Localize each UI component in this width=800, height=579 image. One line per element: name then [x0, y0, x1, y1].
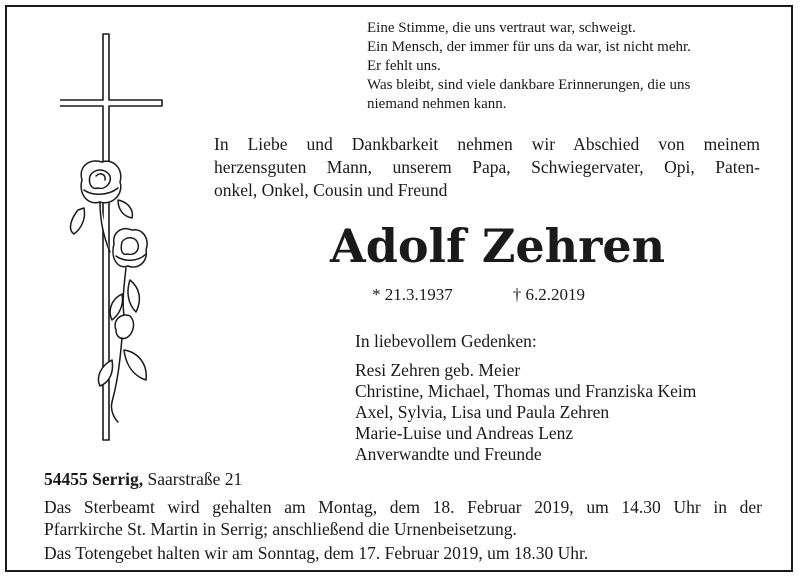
- address-place: 54455 Serrig,: [44, 469, 144, 489]
- service-notice: [44, 496, 762, 564]
- deceased-name: Adolf Zehren: [330, 219, 666, 273]
- mourner-line: Axel, Sylvia, Lisa und Paula Zehren: [355, 402, 610, 422]
- service-line: Pfarrkirche St. Martin in Serrig; anschließend die Urnenbeisetzung.: [44, 519, 517, 539]
- address-street: Saarstraße 21: [147, 469, 243, 489]
- poem-line: Was bleibt, sind viele dankbare Erinnerungen, die uns: [367, 77, 691, 93]
- life-dates: [372, 284, 585, 306]
- poem-line: Ein Mensch, der immer für uns da war, ist nicht mehr.: [367, 39, 691, 55]
- intro-line: herzensguten Mann, unserem Papa, Schwiegervater, Opi, Paten-: [214, 157, 760, 177]
- poem: [367, 19, 777, 114]
- mourner-line: Anverwandte und Freunde: [355, 444, 542, 464]
- poem-line: Er fehlt uns.: [367, 58, 441, 74]
- mourners-heading: In liebevollem Gedenken:: [355, 331, 537, 351]
- service-line: Das Sterbeamt wird gehalten am Montag, dem 18. Februar 2019, um 14.30 Uhr in der: [44, 497, 762, 517]
- farewell-intro: [214, 133, 760, 202]
- intro-line: onkel, Onkel, Cousin und Freund: [214, 180, 448, 200]
- family-address: [44, 468, 242, 490]
- death-date: † 6.2.2019: [512, 285, 585, 304]
- prayer-line: Das Totengebet halten wir am Sonntag, dem 17. Februar 2019, um 18.30 Uhr.: [44, 543, 589, 563]
- mourner-line: Marie-Luise und Andreas Lenz: [355, 423, 574, 443]
- poem-line: niemand nehmen kann.: [367, 96, 507, 112]
- cross-with-roses-icon: [60, 30, 180, 450]
- mourners-list: [355, 331, 696, 465]
- intro-line: In Liebe und Dankbarkeit nehmen wir Abschied von meinem: [214, 134, 760, 154]
- birth-date: * 21.3.1937: [372, 285, 453, 304]
- mourner-line: Christine, Michael, Thomas und Franziska Keim: [355, 381, 697, 401]
- mourner-line: Resi Zehren geb. Meier: [355, 360, 521, 380]
- poem-line: Eine Stimme, die uns vertraut war, schweigt.: [367, 20, 636, 36]
